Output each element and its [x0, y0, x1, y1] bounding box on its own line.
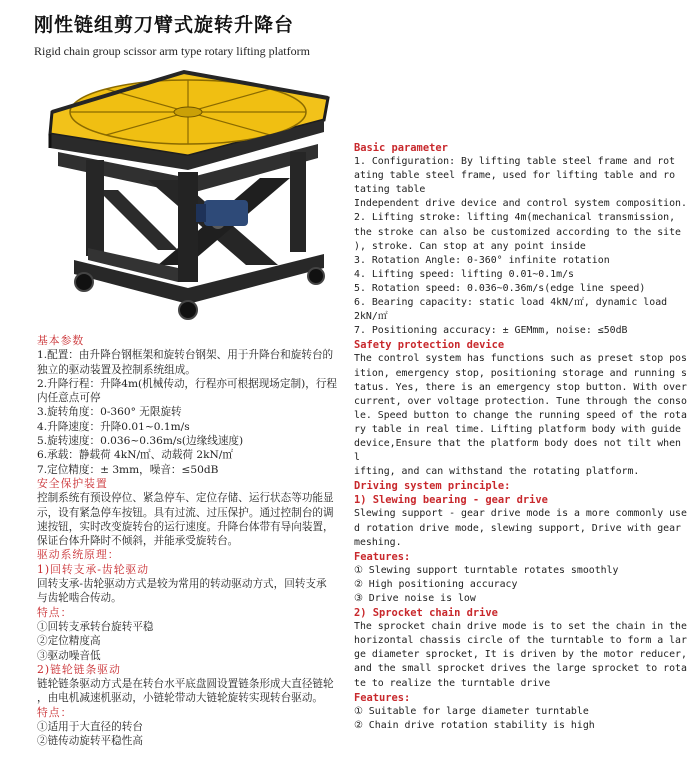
cn-safety-list — [37, 491, 350, 548]
caster-wheel — [179, 301, 197, 319]
en-basic-line: tating table — [354, 184, 426, 196]
en-safety-line: tatus. Yes, there is an emergency stop button. With over — [354, 381, 687, 393]
en-drive2-feature: ② Chain drive rotation stability is high — [354, 719, 595, 731]
en-basic-line: ), stroke. Can stop at any point inside — [354, 240, 586, 252]
en-basic-line: 1. Configuration: By lifting table steel frame and rot — [354, 156, 676, 168]
cn-basic-line: 5.旋转速度：0.036~0.36m/s(边缘线速度) — [37, 435, 244, 448]
cn-drive2-line: ，由电机减速机驱动，小链轮带动大链轮旋转实现转台驱动。 — [37, 692, 324, 705]
en-basic-line: 4. Lifting speed: lifting 0.01~0.1m/s — [354, 268, 574, 280]
en-drive2-feature: ① Suitable for large diameter turntable — [354, 705, 589, 717]
en-basic-line: 7. Positioning accuracy: ± GEMmm, noise: ≤50dB — [354, 325, 628, 337]
cn-safety-line: 速按钮，实时改变旋转台的运行速度。升降台体带有导向装置， — [37, 520, 334, 533]
cn-basic-line: 7.定位精度：± 3mm，噪音：≤50dB — [37, 463, 219, 476]
en-column — [354, 141, 690, 733]
en-safety-line: le. Speed button to change the running speed of the rota — [354, 409, 687, 421]
cn-basic-heading: 基本参数 — [37, 334, 85, 347]
cn-basic-list — [37, 348, 350, 477]
page-title-en: Rigid chain group scissor arm type rotary lifting platform — [34, 44, 310, 58]
en-safety-line: The control system has functions such as preset stop pos — [354, 353, 687, 365]
en-drive1-heading: 1) Slewing bearing - gear drive — [354, 494, 548, 507]
en-basic-line: ating table steel frame, used for lifting table and ro — [354, 170, 676, 182]
cn-safety-line: 示，设有紧急停车按钮。具有过流、过压保护。通过控制台的调 — [37, 506, 334, 519]
cn-safety-line: 控制系统有预设停位、紧急停车、定位存储、运行状态等功能显 — [37, 492, 334, 505]
cn-basic-line: 1.配置：由升降台钢框架和旋转台钢架、用于升降台和旋转台的 — [37, 349, 334, 362]
en-drive1-line: Slewing support - gear drive mode is a more commonly use — [354, 508, 687, 520]
cn-drive2-heading: 2)链轮链条驱动 — [37, 662, 121, 676]
cn-basic-line: 6.承载：静载荷 4kN/㎡、动载荷 2kN/㎡ — [37, 449, 233, 462]
cn-basic-line: 4.升降速度：升降0.01~0.1m/s — [37, 420, 190, 433]
cn-drive2-feature: ②链传动旋转平稳性高 — [37, 735, 143, 748]
en-safety-line: device,Ensure that the platform body does not tilt when l — [354, 437, 681, 464]
cn-basic-line: 2.升降行程：升降4m(机械传动，行程亦可根据现场定制)，行程 — [37, 377, 338, 390]
cn-drive1-line: 与齿轮啮合传动。 — [37, 592, 122, 605]
product-photo — [28, 60, 348, 322]
en-drive2-heading: 2) Sprocket chain drive — [354, 607, 498, 620]
en-drive2-line: ge diameter sprocket, It is driven by the motor reducer, — [354, 649, 687, 661]
en-drive1-line: d rotation drive mode, slewing support, Drive with gear — [354, 522, 681, 534]
en-drive1-feature: ② High positioning accuracy — [354, 578, 518, 590]
en-basic-line: 2kN/㎡ — [354, 311, 388, 323]
en-drive2-features-heading: Features: — [354, 691, 411, 704]
en-drive1-line: meshing. — [354, 536, 402, 548]
en-basic-line: Independent drive device and control system composition. — [354, 198, 687, 210]
cn-safety-line: 保证台体升降时不倾斜，并能承受旋转台。 — [37, 535, 239, 548]
en-drive1-feature: ① Slewing support turntable rotates smoothly — [354, 564, 619, 576]
en-drive2-line: and the small sprocket drives the large sprocket to rota — [354, 663, 687, 675]
cn-drive2-feature: ①适用于大直径的转台 — [37, 721, 143, 734]
en-drive2-line: The sprocket chain drive mode is to set the chain in the — [354, 621, 687, 633]
en-drive2-line: horizontal chassis circle of the turntable to form a lar — [354, 635, 687, 647]
en-drive2-line: te to realize the turntable drive — [354, 677, 551, 689]
en-basic-line: 2. Lifting stroke: lifting 4m(mechanical transmission, — [354, 212, 676, 224]
en-drive-heading: Driving system principle: — [354, 480, 511, 493]
cn-drive1-feature: ③驱动噪音低 — [37, 649, 101, 662]
cn-drive1-feature: ①回转支承转台旋转平稳 — [37, 620, 154, 633]
caster-wheel — [308, 268, 324, 284]
caster-wheel — [75, 273, 93, 291]
cn-column — [37, 334, 350, 749]
en-safety-line: current, over voltage protection. Tune through the conso — [354, 395, 687, 407]
en-basic-line: 3. Rotation Angle: 0-360° infinite rotation — [354, 254, 610, 266]
cn-drive-heading: 驱动系统原理： — [37, 548, 120, 562]
en-safety-heading: Safety protection device — [354, 339, 505, 352]
en-basic-line: the stroke can also be customized according to the site — [354, 226, 681, 238]
cn-drive2-features-heading: 特点： — [37, 705, 73, 719]
en-safety-line: ifting, and can withstand the rotating platform. — [354, 466, 640, 478]
en-basic-line: 6. Bearing capacity: static load 4kN/㎡, dynamic load — [354, 297, 668, 309]
en-basic-heading: Basic parameter — [354, 142, 448, 154]
en-drive1-features-heading: Features: — [354, 550, 411, 563]
en-safety-line: ry table in real time. Lifting platform body with guide — [354, 423, 681, 435]
cn-drive1-feature: ②定位精度高 — [37, 635, 101, 648]
en-basic-line: 5. Rotation speed: 0.036~0.36m/s(edge line speed) — [354, 282, 646, 294]
en-drive1-feature: ③ Drive noise is low — [354, 593, 476, 604]
cn-basic-line: 3.旋转角度：0-360° 无限旋转 — [37, 406, 182, 419]
cn-drive1-features-heading: 特点： — [37, 605, 73, 619]
en-safety-line: ition, emergency stop, positioning storage and running s — [354, 367, 687, 379]
cn-basic-line: 内任意点可停 — [37, 392, 101, 405]
cn-basic-line: 独立的驱动装置及控制系统组成。 — [37, 363, 196, 376]
cn-drive2-line: 链轮链条驱动方式是在转台水平底盘圆设置链条形成大直径链轮 — [37, 678, 334, 691]
page-title-cn: 刚性链组剪刀臂式旋转升降台 — [34, 14, 295, 36]
cn-drive1-line: 回转支承-齿轮驱动方式是较为常用的转动驱动方式，回转支承 — [37, 578, 327, 591]
cn-drive1-heading: 1)回转支承-齿轮驱动 — [37, 562, 150, 576]
cn-safety-heading: 安全保护装置 — [37, 476, 108, 490]
